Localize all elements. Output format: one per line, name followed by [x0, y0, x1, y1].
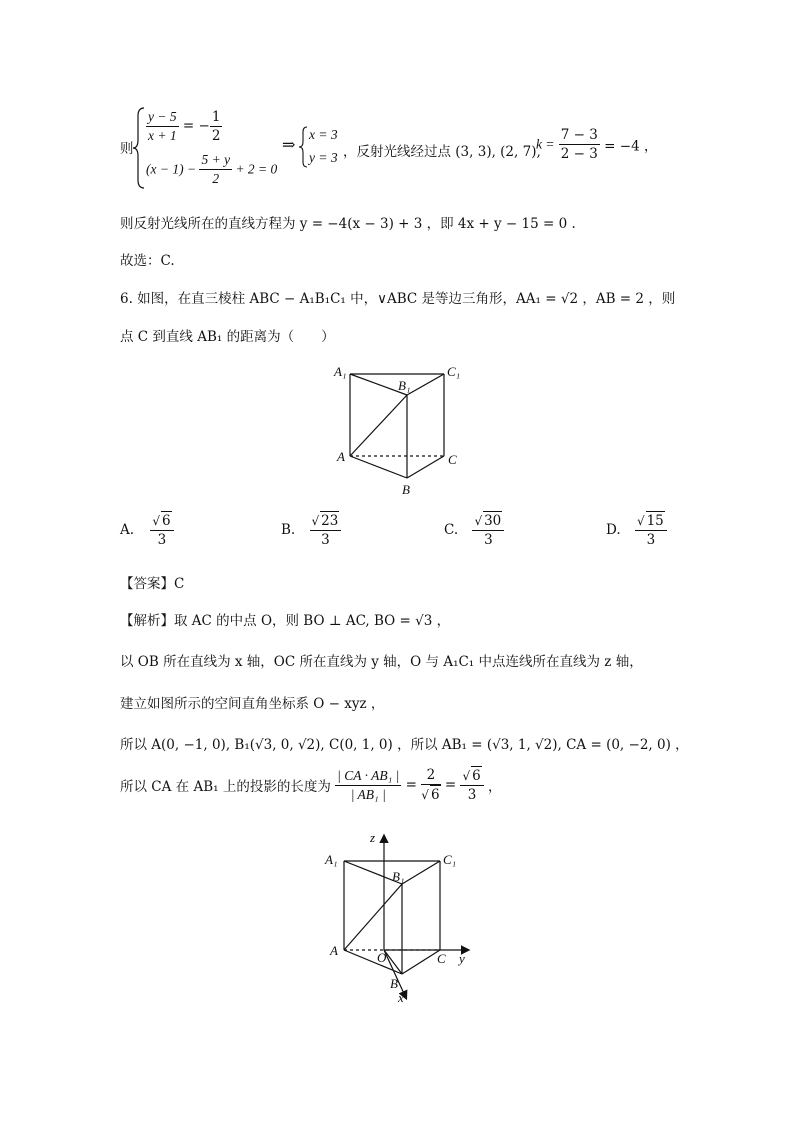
option-d-radicand: 15 — [646, 513, 664, 529]
label2-b: B — [390, 976, 398, 991]
option-c-radicand: 30 — [484, 513, 502, 529]
solution-x: x = 3 — [309, 127, 338, 142]
label2-o: O — [377, 950, 387, 965]
slope-lhs: k = — [536, 136, 555, 152]
label2-a: A — [330, 943, 338, 958]
solution-line-5: 所以 CA 在 AB₁ 上的投影的长度为 $\frac{\text{| CA · AB₁ |}}{\text{| AB₁ |}}$ = $\frac{2}{√ 6}$ = $\frac{√ 6}{3}$ ， — [120, 767, 502, 803]
option-c[interactable]: C. $\frac{√ 30}{3}$ — [444, 511, 504, 549]
projection-numerator: | CA · AB₁ | — [335, 767, 401, 786]
option-d-label: D. — [606, 522, 621, 538]
option-d-denominator: 3 — [646, 532, 656, 548]
eq1-denominator: x + 1 — [148, 128, 177, 143]
line-equation-text: 则反射光线所在的直线方程为 y = −4(x − 3) + 3 ，即 4x + y − 15 = 0 . — [120, 216, 576, 232]
solution-line-3: 建立如图所示的空间直角坐标系 O − xyz ， — [120, 696, 385, 712]
projection-frac3-num: 6 — [472, 768, 481, 784]
projection-frac2-num: 2 — [421, 766, 440, 785]
prism-figure — [330, 360, 470, 500]
label-a: A — [337, 449, 345, 464]
slope-expression — [536, 126, 657, 163]
solution-brace — [298, 126, 308, 168]
answer-line: 【答案】C — [120, 576, 185, 592]
projection-end: ， — [487, 779, 502, 795]
option-a-radicand: 6 — [162, 513, 171, 529]
eq2-left: (x − 1) − — [146, 161, 197, 177]
label-a1: A₁ — [334, 364, 347, 379]
label-c: C — [448, 452, 457, 467]
eq1-rhs-denominator: 2 — [211, 128, 221, 144]
equation-2 — [146, 151, 277, 188]
option-c-denominator: 3 — [484, 532, 493, 548]
edge-b1-c1 — [407, 374, 444, 395]
eq2-denominator: 2 — [212, 171, 220, 186]
coordinate-prism-figure — [320, 828, 480, 1006]
ze-label: 则 — [120, 141, 134, 157]
implies-arrow: ⇒ — [282, 135, 296, 154]
option-b-label: B. — [281, 522, 296, 538]
label2-b1: B₁ — [392, 869, 405, 884]
solution-line-2: 以 OB 所在直线为 x 轴，OC 所在直线为 y 轴，O 与 A₁C₁ 中点连线所在直线为 z 轴， — [120, 654, 643, 670]
label-b1: B₁ — [398, 378, 411, 393]
choose-answer: 故选：C. — [120, 253, 175, 269]
axis-y-label: y — [459, 951, 465, 966]
label2-c: C — [437, 951, 446, 966]
axis-z-label: z — [370, 830, 376, 845]
solution-line-4: 所以 A(0, −1, 0), B₁(√3, 0, √2), C(0, 1, 0) ，所以 AB₁ = (√3, 1, √2), CA = (0, −2, 0) ， — [120, 737, 689, 753]
axis-x-label: x — [398, 990, 404, 1005]
eq2-numerator: 5 + y — [199, 151, 232, 170]
edge2-b-c — [402, 950, 440, 974]
projection-intro: 所以 CA 在 AB₁ 上的投影的长度为 — [120, 779, 331, 795]
projection-denominator: | AB₁ | — [350, 786, 386, 802]
edge-a-b1 — [350, 395, 407, 456]
question-6-stem-cont: 点 C 到直线 AB₁ 的距离为（ ） — [120, 329, 335, 345]
slope-rhs: = −4 ， — [604, 138, 658, 155]
option-c-label: C. — [444, 522, 459, 538]
solution-y: y = 3 — [309, 150, 338, 165]
option-b-radicand: 23 — [321, 513, 339, 529]
option-a-denominator: 3 — [157, 532, 167, 548]
eq2-right: + 2 = 0 — [235, 161, 278, 177]
edge-b-c — [407, 456, 444, 478]
projection-frac3-den: 3 — [467, 787, 477, 803]
label2-c1: C₁ — [443, 852, 457, 867]
eq1-rhs-numerator: 1 — [211, 109, 221, 125]
label-b: B — [402, 482, 410, 497]
projection-eq2: = — [444, 777, 457, 793]
eq1-equals: = − — [178, 118, 210, 134]
reflected-points-text: ，反射光线经过点 (3, 3), (2, 7), — [343, 144, 541, 160]
projection-eq1: = — [405, 777, 417, 793]
edge2-b1-c1 — [402, 861, 440, 884]
option-b-denominator: 3 — [321, 532, 330, 548]
eq1-numerator: y − 5 — [146, 108, 179, 127]
option-d[interactable]: D. $\frac{√ 15}{3}$ — [606, 511, 667, 549]
solution-line-1: 【解析】取 AC 的中点 O，则 BO ⊥ AC, BO = √3 ， — [120, 613, 451, 629]
label2-a1: A₁ — [325, 852, 338, 867]
question-6-stem: 6. 如图，在直三棱柱 ABC − A₁B₁C₁ 中，∨ABC 是等边三角形，AA₁ = √2 ，AB = 2 ，则 — [120, 291, 676, 307]
option-a-label: A. — [120, 522, 135, 538]
edge2-a-b1 — [344, 884, 402, 950]
option-a[interactable]: A. $\frac{√ 6}{3}$ — [120, 511, 174, 549]
slope-numerator: 7 − 3 — [560, 127, 598, 143]
slope-denominator: 2 − 3 — [560, 146, 598, 162]
edge-a-b — [350, 456, 407, 478]
label-c1: C₁ — [447, 364, 461, 379]
left-brace — [132, 106, 146, 190]
projection-frac2-den: 6 — [430, 787, 440, 803]
equation-1 — [146, 108, 222, 145]
option-b[interactable]: B. $\frac{√ 23}{3}$ — [281, 511, 341, 549]
